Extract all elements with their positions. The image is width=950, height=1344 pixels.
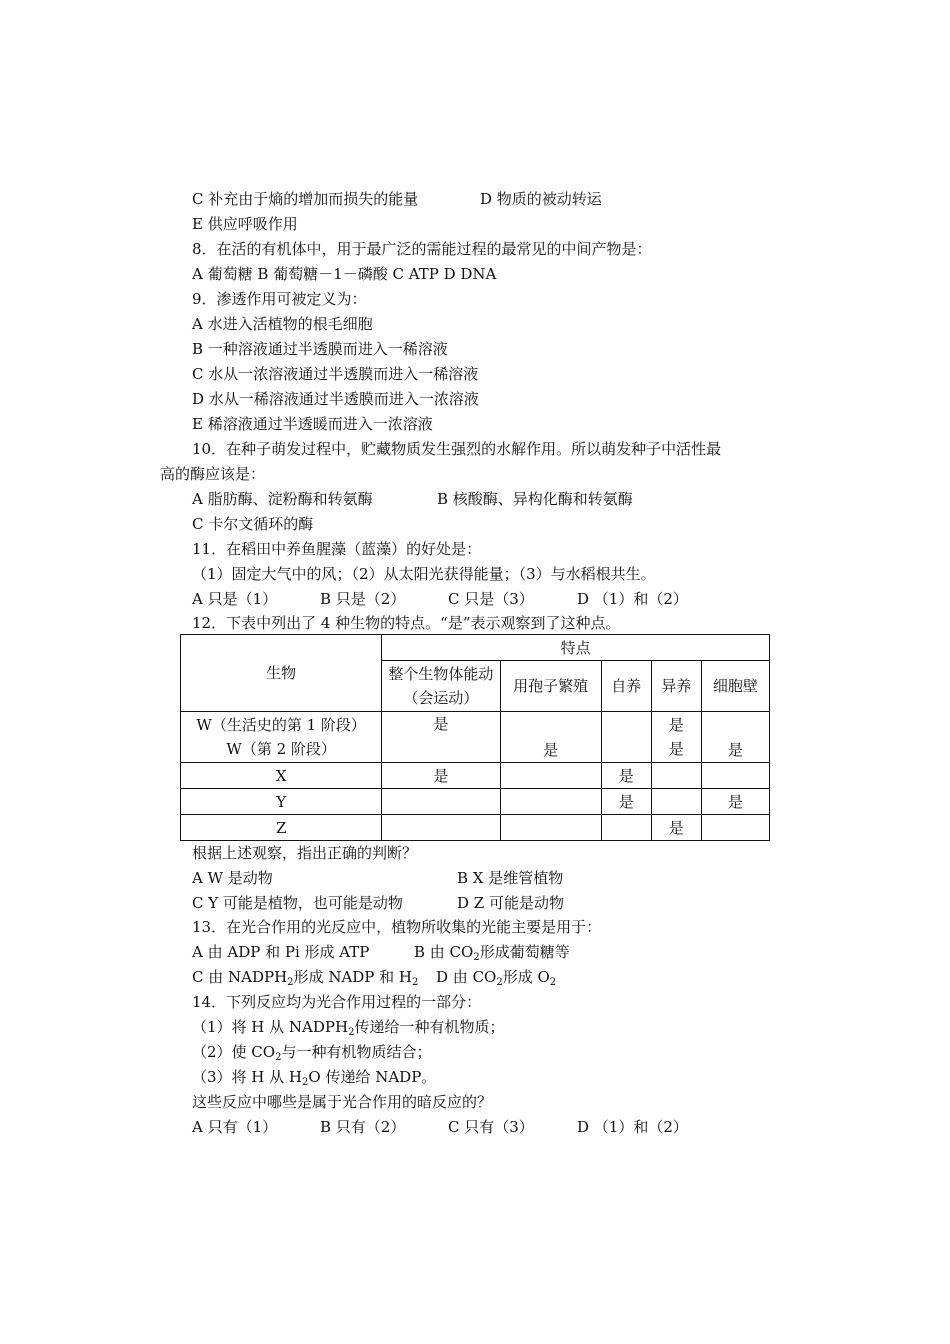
question-13-option-b: B 由 $CO_2$形成葡萄糖等	[414, 943, 570, 963]
question-11-option-c: C 只是（3）	[448, 590, 534, 608]
question-11-option-b: B 只是（2）	[320, 590, 406, 608]
question-14-item-1: （1）将 H 从 $NADPH_2$传递给一种有机物质；	[192, 1018, 505, 1038]
question-9-option-e: E 稀溶液通过半透暖而进入一浓溶液	[192, 415, 433, 433]
cell-y-autotroph: 是	[601, 789, 651, 815]
cell-y-spores	[500, 789, 601, 815]
row-label-y: Y	[181, 789, 382, 815]
question-10-option-c: C 卡尔文循环的酶	[192, 515, 314, 533]
question-9-option-b: B 一种溶液通过半透膜而进入一稀溶液	[192, 340, 448, 358]
cell-w-spores: 是	[500, 712, 601, 763]
cell-y-cell-wall: 是	[701, 789, 769, 815]
question-11-option-a: A 只是（1）	[192, 590, 278, 608]
cell-x-motile: 是	[382, 763, 500, 789]
cell-x-spores	[500, 763, 601, 789]
question-8: 8．在活的有机体中，用于最广泛的需能过程的最常见的中间产物是：	[192, 240, 652, 258]
question-10-option-a: A 脂肪酶、淀粉酶和转氨酶	[192, 490, 373, 508]
question-14-option-a: A 只有（1）	[192, 1118, 278, 1136]
cell-x-cell-wall	[701, 763, 769, 789]
cell-y-motile	[382, 789, 500, 815]
question-9: 9．渗透作用可被定义为：	[192, 290, 367, 308]
row-label-w-stage-2: W（第 2 阶段）	[226, 740, 336, 758]
question-13-option-c: C 由 $NADPH_2$形成 NADP 和 $H_2$	[192, 968, 419, 988]
cell-z-autotroph	[601, 815, 651, 841]
header-spores: 用孢子繁殖	[500, 661, 601, 712]
cell-w-autotroph	[601, 712, 651, 763]
question-14-item-2: （2）使 $CO_2$与一种有机物质结合；	[192, 1043, 432, 1063]
question-12-option-d: D Z 可能是动物	[457, 894, 564, 912]
question-13-option-a: A 由 ADP 和 Pi 形成 ATP	[192, 943, 370, 961]
header-organism: 生物	[181, 635, 382, 712]
cell-z-motile	[382, 815, 500, 841]
row-label-z: Z	[181, 815, 382, 841]
question-14-option-d: D （1）和（2）	[577, 1118, 688, 1136]
table-row	[181, 815, 770, 841]
question-14: 14．下列反应均为光合作用过程的一部分：	[192, 993, 482, 1011]
question-9-option-d: D 水从一稀溶液通过半透膜而进入一浓溶液	[192, 390, 479, 408]
question-14-item-3: （3）将 H 从 $H_2O$ 传递给 NADP。	[192, 1068, 437, 1088]
question-10-line-1: 10．在种子萌发过程中，贮藏物质发生强烈的水解作用。所以萌发种子中活性最	[192, 440, 722, 458]
question-9-option-c: C 水从一浓溶液通过半透膜而进入一稀溶液	[192, 365, 479, 383]
header-motile: 整个生物体能动（会运动）	[382, 661, 500, 712]
cell-x-autotroph: 是	[601, 763, 651, 789]
table-row	[181, 712, 770, 763]
cell-z-spores	[500, 815, 601, 841]
row-label-x: X	[181, 763, 382, 789]
question-12-option-b: B X 是维管植物	[457, 869, 564, 887]
question-8-options: A 葡萄糖 B 葡萄糖－1－磷酸 C ATP D DNA	[192, 265, 497, 283]
question-12-prompt: 根据上述观察，指出正确的判断？	[192, 844, 418, 862]
header-autotroph: 自养	[601, 661, 651, 712]
cell-z-cell-wall	[701, 815, 769, 841]
header-heterotroph: 异养	[651, 661, 701, 712]
cell-x-heterotroph	[651, 763, 701, 789]
header-features: 特点	[382, 635, 770, 661]
option-e-text: E 供应呼吸作用	[192, 215, 298, 233]
option-c-text: C 补充由于熵的增加而损失的能量	[192, 190, 419, 208]
header-cell-wall: 细胞壁	[701, 661, 769, 712]
cell-y-heterotroph	[651, 789, 701, 815]
features-table	[180, 634, 770, 841]
table-row	[181, 763, 770, 789]
question-10-option-b: B 核酸酶、异构化酶和转氨酶	[437, 490, 633, 508]
table-row	[181, 789, 770, 815]
cell-w-motile: 是	[382, 712, 500, 763]
question-14-prompt: 这些反应中哪些是属于光合作用的暗反应的？	[192, 1093, 493, 1111]
question-13: 13．在光合作用的光反应中，植物所收集的光能主要是用于：	[192, 918, 602, 936]
question-14-option-c: C 只有（3）	[448, 1118, 534, 1136]
option-d-text: D 物质的被动转运	[480, 190, 602, 208]
row-label-w	[181, 712, 382, 763]
question-14-option-b: B 只有（2）	[320, 1118, 406, 1136]
question-11-items: （1）固定大气中的风；（2）从太阳光获得能量；（3）与水稻根共生。	[192, 565, 656, 583]
question-11-option-d: D （1）和（2）	[577, 590, 688, 608]
question-10-line-2: 高的酶应该是：	[160, 465, 266, 483]
cell-w-heterotroph: 是 是	[651, 712, 701, 763]
question-12-option-c: C Y 可能是植物，也可能是动物	[192, 894, 403, 912]
cell-z-heterotroph: 是	[651, 815, 701, 841]
question-12: 12．下表中列出了 4 种生物的特点。“是”表示观察到了这种点。	[192, 614, 621, 632]
question-9-option-a: A 水进入活植物的根毛细胞	[192, 315, 373, 333]
question-13-option-d: D 由 $CO_2$形成 $O_2$	[436, 968, 557, 988]
question-12-option-a: A W 是动物	[192, 869, 273, 887]
question-11: 11．在稻田中养鱼腥藻（蓝藻）的好处是：	[192, 540, 482, 558]
cell-w-cell-wall: 是	[701, 712, 769, 763]
row-label-w-stage-1: W（生活史的第 1 阶段）	[196, 716, 366, 734]
